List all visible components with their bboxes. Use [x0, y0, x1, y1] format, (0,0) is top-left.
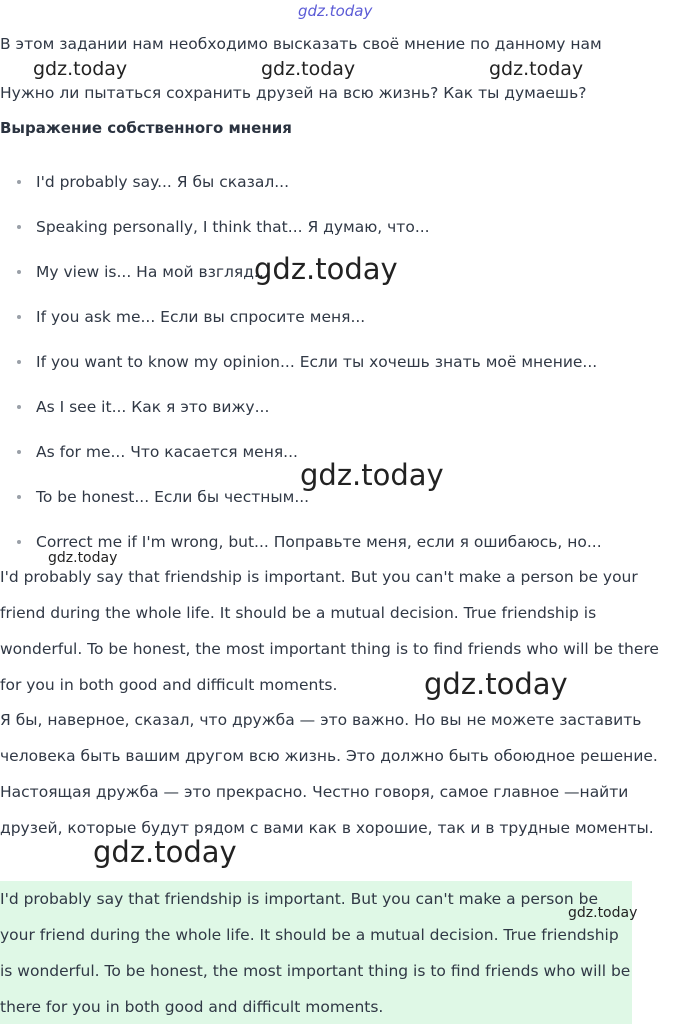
phrase-text: To be honest... Если бы честным...: [36, 488, 310, 506]
bullet-icon: [17, 180, 21, 184]
watermark: gdz.today: [93, 835, 237, 869]
watermark: gdz.today: [424, 667, 568, 701]
list-item: [0, 348, 602, 393]
bullet-icon: [17, 315, 21, 319]
list-item: [0, 168, 602, 213]
phrase-text: If you ask me... Если вы спросите меня...: [36, 308, 366, 326]
section-title: Выражение собственного мнения: [0, 119, 292, 137]
phrase-text: As I see it... Как я это вижу...: [36, 398, 270, 416]
watermark: gdz.today: [568, 905, 638, 921]
bullet-icon: [17, 225, 21, 229]
phrase-list: [0, 168, 602, 573]
phrase-text: As for me... Что касается меня...: [36, 443, 298, 461]
watermark: gdz.today: [254, 252, 398, 286]
answer-russian: Я бы, наверное, сказал, что дружба — это важно. Но вы не можете заставить человека быть вашим другом всю жизнь. Это должно быть обоюдное решение. Настоящая дружба — это прекрасно. Честно говоря, самое главное —найти друзей, которые будут рядом с вами как в хорошие, так и в трудные моменты.: [0, 711, 658, 837]
watermark-header: gdz.today: [298, 2, 373, 20]
watermark: gdz.today: [48, 550, 118, 566]
bullet-icon: [17, 360, 21, 364]
list-item: [0, 393, 602, 438]
bullet-icon: [17, 495, 21, 499]
watermark: gdz.today: [489, 58, 584, 80]
watermark: gdz.today: [33, 58, 128, 80]
list-item: [0, 303, 602, 348]
intro-line-1: В этом задании нам необходимо высказать своё мнение по данному нам: [0, 35, 602, 53]
bullet-icon: [17, 450, 21, 454]
phrase-text: Correct me if I'm wrong, but... Поправьте меня, если я ошибаюсь, но...: [36, 533, 602, 551]
bullet-icon: [17, 270, 21, 274]
watermark: gdz.today: [261, 58, 356, 80]
phrase-text: Speaking personally, I think that... Я думаю, что...: [36, 218, 430, 236]
phrase-text: My view is... На мой взгляд...: [36, 263, 269, 281]
intro-line-2: Нужно ли пытаться сохранить друзей на всю жизнь? Как ты думаешь?: [0, 84, 587, 102]
answer-english: I'd probably say that friendship is important. But you can't make a person be your friend during the whole life. It should be a mutual decision. True friendship is wonderful. To be honest, the most important thing is to find friends who will be there for you in both good and difficult moments.: [0, 568, 659, 694]
watermark: gdz.today: [300, 458, 444, 492]
bullet-icon: [17, 405, 21, 409]
answer-highlighted: I'd probably say that friendship is important. But you can't make a person be your friend during the whole life. It should be a mutual decision. True friendship is wonderful. To be honest, the most important thing is to find friends who will be there for you in both good and difficult moments.: [0, 890, 631, 1016]
bullet-icon: [17, 540, 21, 544]
phrase-text: If you want to know my opinion... Если ты хочешь знать моё мнение...: [36, 353, 598, 371]
phrase-text: I'd probably say... Я бы сказал...: [36, 173, 290, 191]
